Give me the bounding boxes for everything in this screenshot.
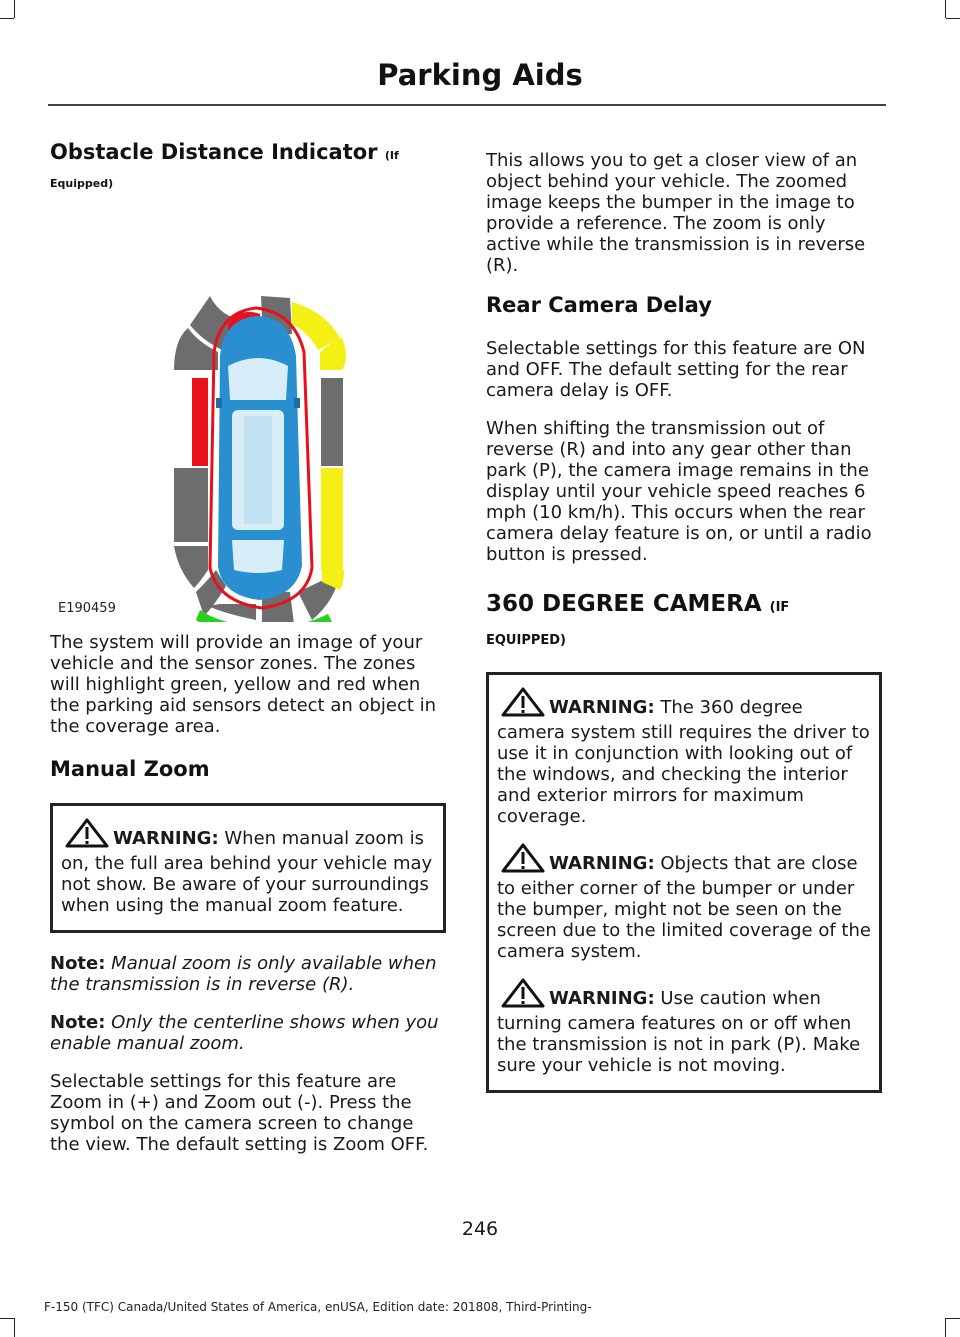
right-column [486,150,882,1113]
section-title: Parking Aids [377,58,583,92]
warning-label: WARNING: [549,853,655,875]
paragraph: When shifting the transmission out of reverse (R) and into any gear other than park (P), the camera image remains in the display until your vehicle speed reaches 6 mph (10 km/h). This occurs when the rear camera delay feature is on, or until a radio button is pressed. [486,418,872,566]
crop-mark [0,18,14,19]
vehicle-top-view [210,308,312,608]
heading-qualifier-cont: Equipped) [50,177,114,191]
note-label: Note: [50,1011,106,1033]
heading-qualifier-cont: EQUIPPED) [486,632,566,648]
paragraph: Selectable settings for this feature are Zoom in (+) and Zoom out (-). Press the symbol on the camera screen to change the view. The default setting is Zoom OFF. [50,1070,429,1155]
header-divider [48,104,886,106]
note [50,1012,446,1054]
warning-triangle-icon [65,818,109,853]
crop-mark [14,1318,15,1337]
note-text: Only the centerline shows when you enable manual zoom. [50,1011,439,1054]
rear-camera-delay-heading: Rear Camera Delay [486,293,712,317]
warning-text: The 360 degree camera system still requires the driver to use it in conjunction with looking out of the windows, and checking the interior and exterior mirrors for maximum coverage. [497,697,870,828]
heading-text: 360 DEGREE CAMERA [486,591,762,618]
crop-mark [946,1318,960,1319]
warning-label: WARNING: [549,697,655,719]
manual-zoom-heading: Manual Zoom [50,757,210,782]
warning-text: Use caution when turning camera features on or off when the transmission is not in park (P). Make sure your vehicle is not moving. [497,988,861,1077]
figure-id: E190459 [58,601,116,617]
warning-paragraph [497,687,871,827]
paragraph: The system will provide an image of your vehicle and the sensor zones. The zones will highlight green, yellow and red when the parking aid sensors detect an object in the coverage area. [50,632,437,738]
warning-triangle-icon [501,843,545,878]
paragraph: Selectable settings for this feature are ON and OFF. The default setting for the rear camera delay is OFF. [486,338,866,402]
obstacle-distance-figure [50,210,446,622]
warning-box [50,803,446,933]
crop-mark [14,0,15,18]
left-column [50,140,446,1172]
page-number: 246 [461,1218,499,1240]
zone-red [192,378,208,466]
zone-gray [174,546,208,588]
note-text: Manual zoom is only available when the transmission is in reverse (R). [50,952,437,995]
warning-paragraph [497,978,871,1076]
warning-label: WARNING: [549,988,655,1010]
zone-gray [174,468,208,542]
paragraph: This allows you to get a closer view of an object behind your vehicle. The zoomed image keeps the bumper in the image to provide a reference. The zoom is only active while the transmission is in reverse (R). [486,150,866,276]
warning-paragraph [61,818,435,916]
warning-triangle-icon [501,978,545,1013]
note-label: Note: [50,952,106,974]
obstacle-distance-heading [50,140,446,190]
heading-qualifier: (If [384,149,399,162]
warning-text: Objects that are close to either corner of the bumper or under the bumper, might not be seen on the screen due to the limited coverage of the camera system. [497,853,871,963]
footer-text: F-150 (TFC) Canada/United States of America, enUSA, Edition date: 201808, Third-Printing- [44,1300,592,1314]
warning-paragraph [497,843,871,962]
crop-mark [945,0,946,18]
warning-triangle-icon [501,687,545,722]
heading-text: Obstacle Distance Indicator [50,140,378,164]
warning-box [486,672,882,1093]
sensor-zone-diagram [50,210,446,622]
warning-label: WARNING: [113,827,219,849]
zone-yellow [321,468,343,570]
note [50,953,446,995]
360-degree-camera-heading [486,591,882,648]
heading-qualifier: (IF [769,600,790,616]
crop-mark [946,18,960,19]
crop-mark [945,1318,946,1337]
crop-mark [0,1318,14,1319]
zone-gray [321,378,343,466]
warning-text: When manual zoom is on, the full area behind your vehicle may not show. Be aware of your surroundings when using the manual zoom feature. [61,827,433,916]
